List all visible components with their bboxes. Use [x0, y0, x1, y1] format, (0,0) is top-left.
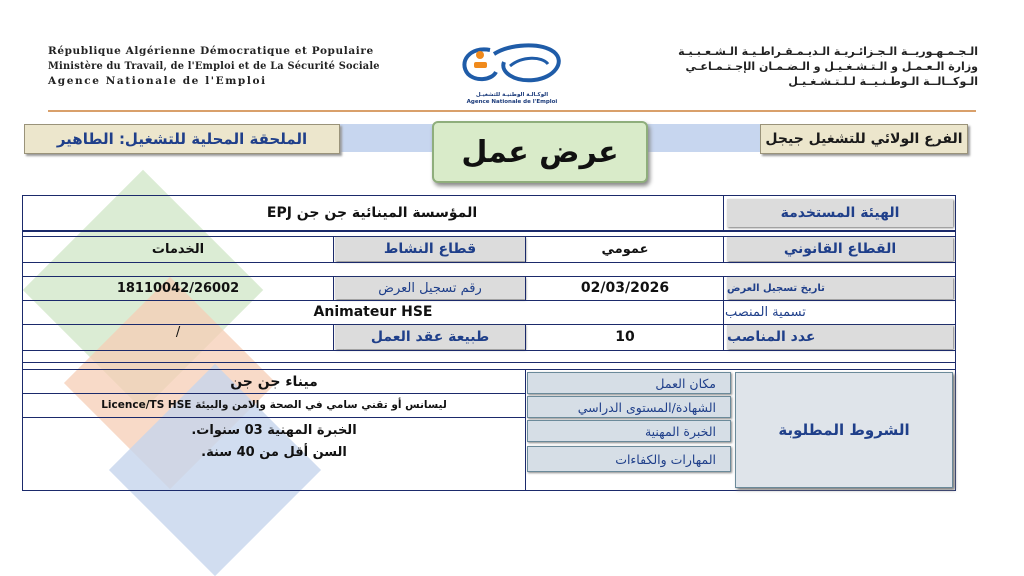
header-ar-line1: الـجـمـهـوريــة الـجـزائـريـة الـديـمـقـراطـيـة الـشـعـبـيـة [678, 45, 978, 58]
divider [23, 417, 525, 418]
age-value: السن أقل من 40 سنة. [201, 444, 347, 460]
divider [723, 196, 724, 230]
header-ar [600, 44, 978, 89]
legal-sector-value: عمومي [601, 241, 649, 257]
workplace-label: مكان العمل [527, 372, 731, 394]
header-fr [48, 44, 428, 89]
skills-label: المهارات والكفاءات [527, 446, 731, 472]
logo-caption-ar: الوكـالـة الوطنيـة للتشغيـل [475, 92, 549, 98]
header-fr-line2: Ministère du Travail, de l'Emploi et de La Sécurité Sociale [48, 61, 380, 72]
contract-type-label: طبيعة عقد العمل [335, 325, 525, 349]
divider [333, 276, 334, 300]
activity-sector-value: الخدمات [151, 241, 205, 257]
divider [723, 276, 724, 300]
degree-value: ليسانس أو تقني سامي في الصحة والامن والبيئة Licence/TS HSE [101, 399, 447, 411]
logo-caption-fr: Agence Nationale de l'Emploi [466, 99, 558, 105]
position-title-value: Animateur HSE [313, 304, 433, 320]
activity-sector-label: قطاع النشاط [335, 237, 525, 261]
anem-logo-icon [450, 40, 574, 88]
positions-count-label: عدد المناصب [727, 325, 953, 349]
experience-value: الخبرة المهنية 03 سنوات. [191, 422, 357, 438]
experience-label: الخبرة المهنية [527, 420, 731, 442]
divider [23, 230, 955, 232]
divider [23, 262, 955, 263]
header-ar-line2: وزارة الـعـمـل و الـتـشـغـيـل و الـضـمـان الإجـتـمـاعـي [685, 60, 978, 73]
header-fr-line3: Agence Nationale de l'Emploi [48, 75, 267, 87]
divider [525, 276, 526, 300]
registration-date-label: تاريخ تسجيل العرض [727, 277, 953, 299]
divider [525, 236, 526, 262]
divider [23, 362, 955, 363]
divider [23, 350, 955, 351]
legal-sector-label: القطاع القانوني [727, 237, 953, 261]
offer-table [22, 195, 956, 491]
divider [723, 324, 724, 350]
positions-count-value: 10 [615, 329, 635, 345]
header-fr-line1: République Algérienne Démocratique et Populaire [48, 45, 374, 57]
degree-label: الشهادة/المستوى الدراسي [527, 396, 731, 418]
registration-date-value: 02/03/2026 [580, 280, 670, 296]
header-divider [48, 110, 976, 112]
local-branch-box: الملحقة المحلية للتشغيل: الطاهير [24, 124, 340, 154]
employer-value: المؤسسة المينائية جن جن EPJ [266, 205, 478, 221]
divider [723, 236, 724, 262]
divider [333, 236, 334, 262]
page-title: عرض عمل [432, 121, 648, 183]
registration-number-value: 18110042/26002 [116, 280, 240, 296]
position-title-label: تسمية المنصب [725, 304, 806, 320]
divider [723, 300, 724, 324]
requirements-label: الشروط المطلوبة [735, 372, 953, 488]
wilaya-branch-box: الفرع الولائي للتشغيل جيجل [760, 124, 968, 154]
divider [525, 369, 526, 491]
divider [333, 324, 334, 350]
workplace-value: ميناء جن جن [230, 374, 318, 390]
anem-logo [450, 40, 574, 106]
employer-label: الهيئة المستخدمة [727, 199, 953, 227]
header-ar-line3: الـوكــالــة الـوطـنـيــة لـلـتـشـغـيـل [788, 75, 978, 88]
divider [525, 324, 526, 350]
contract-type-value: / [175, 324, 181, 340]
registration-number-label: رقم تسجيل العرض [335, 277, 525, 299]
divider [23, 369, 955, 370]
